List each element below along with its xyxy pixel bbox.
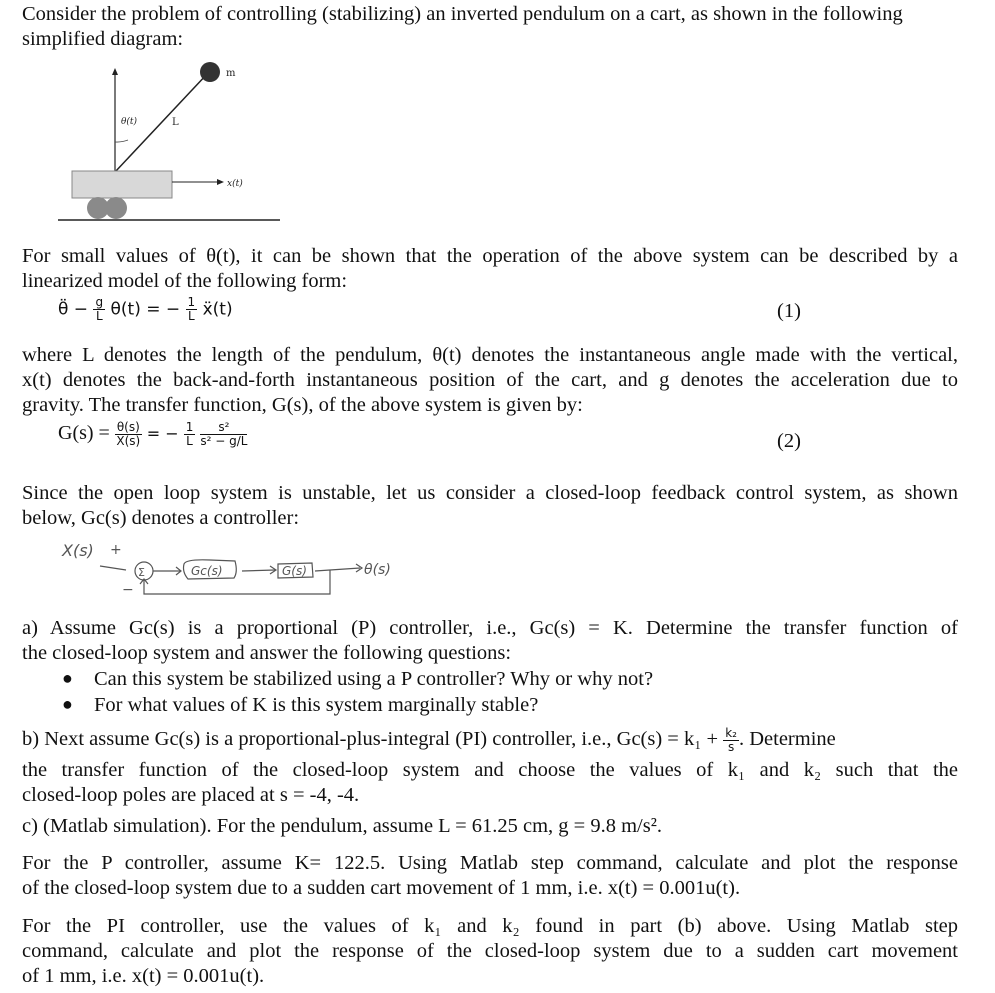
part-c-pi-line-1: For the PI controller, use the values of k₁ and k₂ found in part (b) above. Using Matlab step	[22, 915, 958, 937]
part-c-p-line-2: of the closed-loop system due to a sudden cart movement of 1 mm, i.e. x(t) = 0.001u(t).	[22, 877, 741, 899]
part-a-line-1: a) Assume Gc(s) is a proportional (P) controller, i.e., Gc(s) = K. Determine the transfer function of	[22, 617, 958, 639]
angle-arc	[115, 140, 128, 142]
equation-2-number: (2)	[777, 430, 801, 452]
eq1-frac-1-over-L	[186, 296, 198, 323]
part-b-frac-den: s	[727, 740, 735, 754]
cart-body	[72, 171, 172, 198]
vertical-axis-arrow	[112, 68, 118, 75]
block-sum-symbol: Σ	[138, 566, 145, 579]
definitions-line-1: where L denotes the length of the pendulum, θ(t) denotes the instantaneous angle made with the vertical,	[22, 344, 958, 366]
part-a-bullet-1: Can this system be stabilized using a P controller? Why or why not?	[94, 668, 654, 690]
eq1-lhs: θ̈ −	[58, 299, 89, 320]
closed-loop-line-1: Since the open loop system is unstable, let us consider a closed-loop feedback control system, as shown	[22, 482, 958, 504]
equation-2	[58, 421, 247, 448]
model-line-2: linearized model of the following form:	[22, 270, 348, 292]
eq2-frac-theta-over-x	[115, 421, 142, 448]
part-b-line-2: the transfer function of the closed-loop system and choose the values of k₁ and k₂ such that the	[22, 759, 958, 781]
mass-label: m	[226, 68, 236, 79]
length-label: L	[172, 117, 179, 128]
position-arrowhead	[217, 179, 224, 185]
part-c-p-line-1: For the P controller, assume K= 122.5. Using Matlab step command, calculate and plot the response	[22, 852, 958, 874]
block-plant-label: G(s)	[282, 564, 307, 578]
part-b-line-1	[22, 727, 836, 754]
pendulum-cart-diagram	[50, 60, 290, 230]
eq1-frac2-den: L	[188, 309, 195, 323]
eq1-frac2-num: 1	[187, 295, 196, 309]
eq2-frac3-num: s²	[200, 421, 247, 435]
block-output-label: θ(s)	[364, 562, 391, 578]
part-b-frac-k2-over-s	[723, 727, 739, 754]
part-b-line-1-suffix: . Determine	[738, 728, 836, 751]
theta-label: θ(t)	[121, 117, 138, 127]
eq2-frac-num: θ(s)	[116, 420, 140, 434]
eq2-frac-s2	[200, 421, 247, 448]
intro-line-1: Consider the problem of controlling (stabilizing) an inverted pendulum on a cart, as shown in the following	[22, 3, 903, 25]
definitions-line-3: gravity. The transfer function, G(s), of the above system is given by:	[22, 394, 583, 416]
part-a-line-2: the closed-loop system and answer the following questions:	[22, 642, 512, 664]
closed-loop-block-diagram	[60, 534, 391, 602]
equation-1-number: (1)	[777, 300, 801, 322]
bullet-1-marker: ●	[62, 668, 73, 688]
part-c-pi-line-2: command, calculate and plot the response of the closed-loop system due to a sudden cart movement	[22, 940, 958, 962]
eq1-frac-num: g	[95, 295, 104, 309]
block-plus-sign: +	[110, 542, 122, 558]
closed-loop-line-2: below, Gc(s) denotes a controller:	[22, 507, 300, 529]
equation-1	[58, 296, 233, 323]
part-b-line-1-prefix: b) Next assume Gc(s) is a proportional-plus-integral (PI) controller, i.e., Gc(s) = k₁ +	[22, 728, 719, 751]
eq2-frac2-den: L	[186, 434, 193, 448]
part-b-frac-num: k₂	[725, 726, 737, 740]
controller-to-plant-arrow	[242, 570, 275, 571]
eq2-frac-den: X(s)	[116, 434, 141, 448]
cart-wheel-right	[105, 197, 127, 219]
part-b-line-3: closed-loop poles are placed at s = -4, -4.	[22, 784, 360, 806]
model-line-1: For small values of θ(t), it can be shown that the operation of the above system can be described by a	[22, 245, 958, 267]
bullet-2-marker: ●	[62, 694, 73, 714]
eq1-frac-g-over-L	[93, 296, 105, 323]
block-controller-label: Gc(s)	[191, 564, 223, 578]
eq2-lhs: G(s) =	[58, 422, 110, 445]
definitions-line-2: x(t) denotes the back-and-forth instantaneous position of the cart, and g denotes the acceleration due to	[22, 369, 958, 391]
output-arrow	[315, 568, 360, 571]
eq2-frac2-num: 1	[185, 420, 194, 434]
eq1-frac-den: L	[95, 309, 103, 323]
part-c-line-1: c) (Matlab simulation). For the pendulum, assume L = 61.25 cm, g = 9.8 m/s².	[22, 815, 663, 837]
eq1-mid: θ(t) = −	[110, 299, 181, 320]
x-label: x(t)	[227, 179, 243, 189]
input-arrow	[100, 566, 126, 570]
eq2-equals: = −	[146, 424, 179, 444]
block-input-label: X(s)	[62, 541, 94, 560]
block-minus-sign: −	[122, 582, 134, 598]
intro-line-2: simplified diagram:	[22, 28, 184, 50]
eq1-rhs: ẍ(t)	[202, 299, 233, 320]
eq2-frac-1-over-L	[184, 421, 196, 448]
pendulum-mass	[200, 62, 220, 82]
part-c-pi-line-3: of 1 mm, i.e. x(t) = 0.001u(t).	[22, 965, 265, 987]
part-a-bullet-2: For what values of K is this system marginally stable?	[94, 694, 539, 716]
eq2-frac3-den: s² − g/L	[200, 434, 248, 448]
